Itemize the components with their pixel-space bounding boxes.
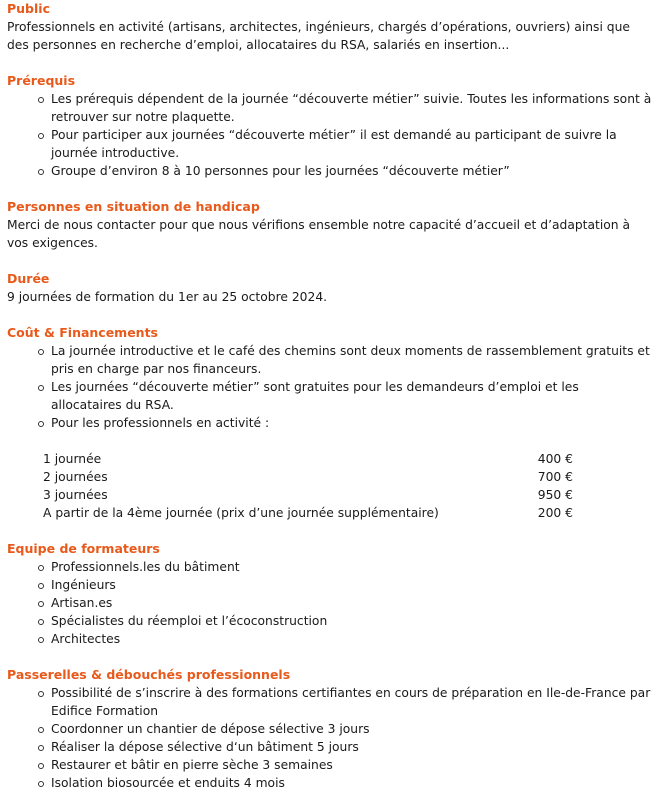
equipe-list (7, 558, 652, 648)
price-label: 3 journées (43, 488, 108, 502)
list-item: Spécialistes du réemploi et l’écoconstruction (51, 612, 652, 630)
section-title-prerequis: Prérequis (7, 73, 76, 88)
section-title-cout: Coût & Financements (7, 325, 159, 340)
price-row (43, 468, 573, 486)
price-row (43, 486, 573, 504)
list-item: Réaliser la dépose sélective d‘un bâtiment 5 jours (51, 738, 652, 756)
section-title-equipe: Equipe de formateurs (7, 541, 160, 556)
price-amount: 950 € (537, 488, 573, 502)
section-duree (7, 270, 652, 306)
price-amount: 700 € (537, 470, 573, 484)
price-row (43, 450, 573, 468)
public-text: Professionnels en activité (artisans, architectes, ingénieurs, chargés d’opérations, ouvriers) ainsi que des personnes en recherche d’emploi, allocataires du RSA, salariés en insertion... (7, 20, 630, 52)
duree-text: 9 journées de formation du 1er au 25 octobre 2024. (7, 290, 328, 304)
list-item: Restaurer et bâtir en pierre sèche 3 semaines (51, 756, 652, 774)
price-amount: 200 € (537, 506, 573, 520)
cout-list (7, 342, 652, 432)
list-item: Artisan.es (51, 594, 652, 612)
list-item: Ingénieurs (51, 576, 652, 594)
section-title-handicap: Personnes en situation de handicap (7, 199, 260, 214)
list-item: Architectes (51, 630, 652, 648)
price-label: 1 journée (43, 452, 102, 466)
list-item: Professionnels.les du bâtiment (51, 558, 652, 576)
price-label: 2 journées (43, 470, 108, 484)
section-title-public: Public (7, 1, 50, 16)
passerelles-list (7, 684, 652, 792)
price-label: A partir de la 4ème journée (prix d’une journée supplémentaire) (43, 506, 439, 520)
list-item: Pour les professionnels en activité : (51, 414, 652, 432)
list-item: Coordonner un chantier de dépose sélective 3 jours (51, 720, 652, 738)
list-item: Les prérequis dépendent de la journée “découverte métier” suivie. Toutes les informations sont à retrouver sur notre plaquette. (51, 92, 652, 124)
list-item: La journée introductive et le café des chemins sont deux moments de rassemblement gratuits et pris en charge par nos financeurs. (51, 342, 652, 378)
list-item: Groupe d’environ 8 à 10 personnes pour les journées “découverte métier” (51, 162, 652, 180)
price-row (43, 504, 573, 522)
price-amount: 400 € (537, 452, 573, 466)
list-item: Les journées “découverte métier” sont gratuites pour les demandeurs d’emploi et les allocataires du RSA. (51, 378, 652, 414)
handicap-text: Merci de nous contacter pour que nous vérifions ensemble notre capacité d’accueil et d’adaptation à vos exigences. (7, 218, 631, 250)
section-passerelles (7, 666, 652, 792)
price-table (7, 450, 652, 522)
list-item: Isolation biosourcée et enduits 4 mois (51, 774, 652, 792)
list-item: Possibilité de s’inscrire à des formations certifiantes en cours de préparation en Ile-de-France par Edifice Formation (51, 686, 651, 718)
section-cout (7, 324, 652, 522)
section-equipe (7, 540, 652, 648)
section-prerequis (7, 72, 652, 180)
section-title-passerelles: Passerelles & débouchés professionnels (7, 667, 291, 682)
prerequis-list (7, 90, 652, 180)
section-title-duree: Durée (7, 271, 50, 286)
section-handicap (7, 198, 652, 252)
section-public (7, 0, 652, 54)
list-item: Pour participer aux journées “découverte métier” il est demandé au participant de suivre la journée introductive. (51, 126, 652, 162)
